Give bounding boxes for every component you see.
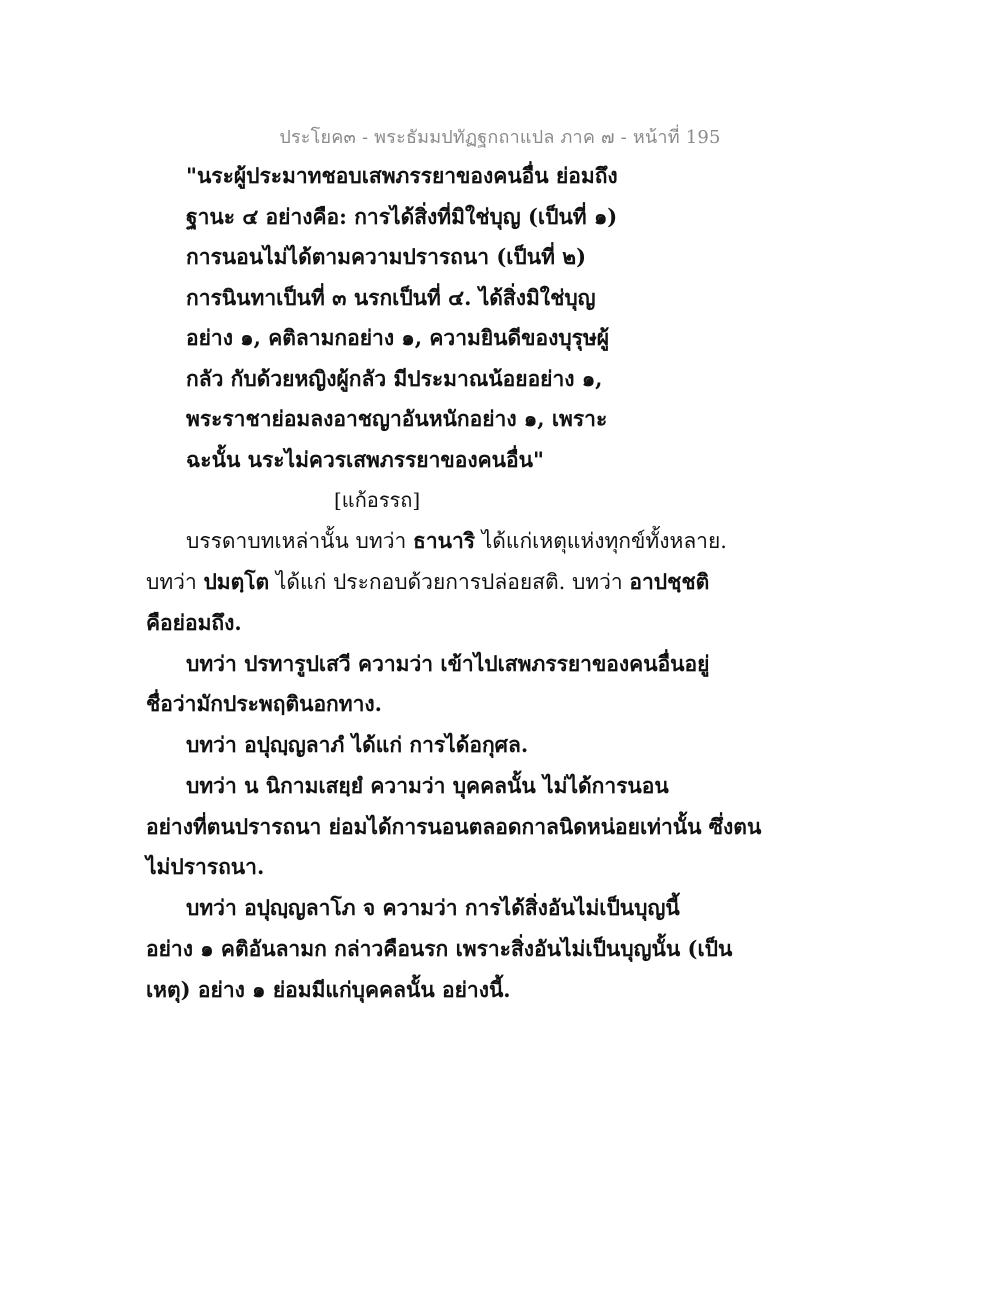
page-header: ประโยค๓ - พระธัมมปทัฏฐกถาแปล ภาค ๗ - หน้าที่ 195 <box>279 127 721 148</box>
pali-term: อาปชฺชติ <box>629 569 710 594</box>
paragraph-line: บทว่า น นิกามเสยฺยํ ความว่า บุคคลนั้น ไม่ได้การนอน <box>186 773 669 798</box>
verse-line: "นระผู้ประมาทชอบเสพภรรยาของคนอื่น ย่อมถึง <box>186 163 618 188</box>
text-span: ได้แก่ ประกอบด้วยการปล่อยสติ. บทว่า <box>269 570 630 594</box>
verse-line: อย่าง ๑, คติลามกอย่าง ๑, ความยินดีของบุรุษผู้ <box>186 325 610 350</box>
verse-line: ฉะนั้น นระไม่ควรเสพภรรยาของคนอื่น" <box>186 447 544 472</box>
text-span: บทว่า <box>146 570 204 594</box>
paragraph-line: คือย่อมถึง. <box>146 610 242 635</box>
paragraph-line: อย่างที่ตนปรารถนา ย่อมได้การนอนตลอดกาลนิดหน่อยเท่านั้น ซึ่งตน <box>146 814 762 839</box>
paragraph-line: ชื่อว่ามักประพฤตินอกทาง. <box>146 691 382 716</box>
paragraph-line: ไม่ปรารถนา. <box>146 854 265 879</box>
paragraph-line: บทว่า อปุญฺญลาโภ จ ความว่า การได้สิ่งอันไม่เป็นบุญนี้ <box>186 895 680 920</box>
paragraph-line: บทว่า อปุญฺญลาภํ ได้แก่ การได้อกุศล. <box>186 732 529 757</box>
text-span: ได้แก่เหตุแห่งทุกข์ทั้งหลาย. <box>475 529 727 553</box>
section-heading: [แก้อรรถ] <box>334 488 421 512</box>
paragraph-line: เหตุ) อย่าง ๑ ย่อมมีแก่บุคคลนั้น อย่างนี้. <box>146 977 511 1002</box>
paragraph-line <box>146 568 709 596</box>
verse-line: พระราชาย่อมลงอาชญาอันหนักอย่าง ๑, เพราะ <box>186 406 608 431</box>
verse-line: กลัว กับด้วยหญิงผู้กลัว มีประมาณน้อยอย่าง ๑, <box>186 366 603 391</box>
paragraph-line: อย่าง ๑ คติอันลามก กล่าวคือนรก เพราะสิ่งอันไม่เป็นบุญนั้น (เป็น <box>146 936 733 961</box>
pali-term: ปมตฺโต <box>203 569 270 594</box>
paragraph-line <box>186 527 727 555</box>
text-span: บรรดาบทเหล่านั้น บทว่า <box>186 529 413 553</box>
verse-line: การนอนไม่ได้ตามความปรารถนา (เป็นที่ ๒) <box>186 244 587 269</box>
pali-term: ธานาริ <box>413 528 476 553</box>
paragraph-line: บทว่า ปรทารูปเสวี ความว่า เข้าไปเสพภรรยาของคนอื่นอยู่ <box>186 651 710 676</box>
verse-line: ฐานะ ๔ อย่างคือ: การได้สิ่งที่มิใช่บุญ (เป็นที่ ๑) <box>186 204 618 229</box>
verse-line: การนินทาเป็นที่ ๓ นรกเป็นที่ ๔. ได้สิ่งมิใช่บุญ <box>186 285 596 310</box>
